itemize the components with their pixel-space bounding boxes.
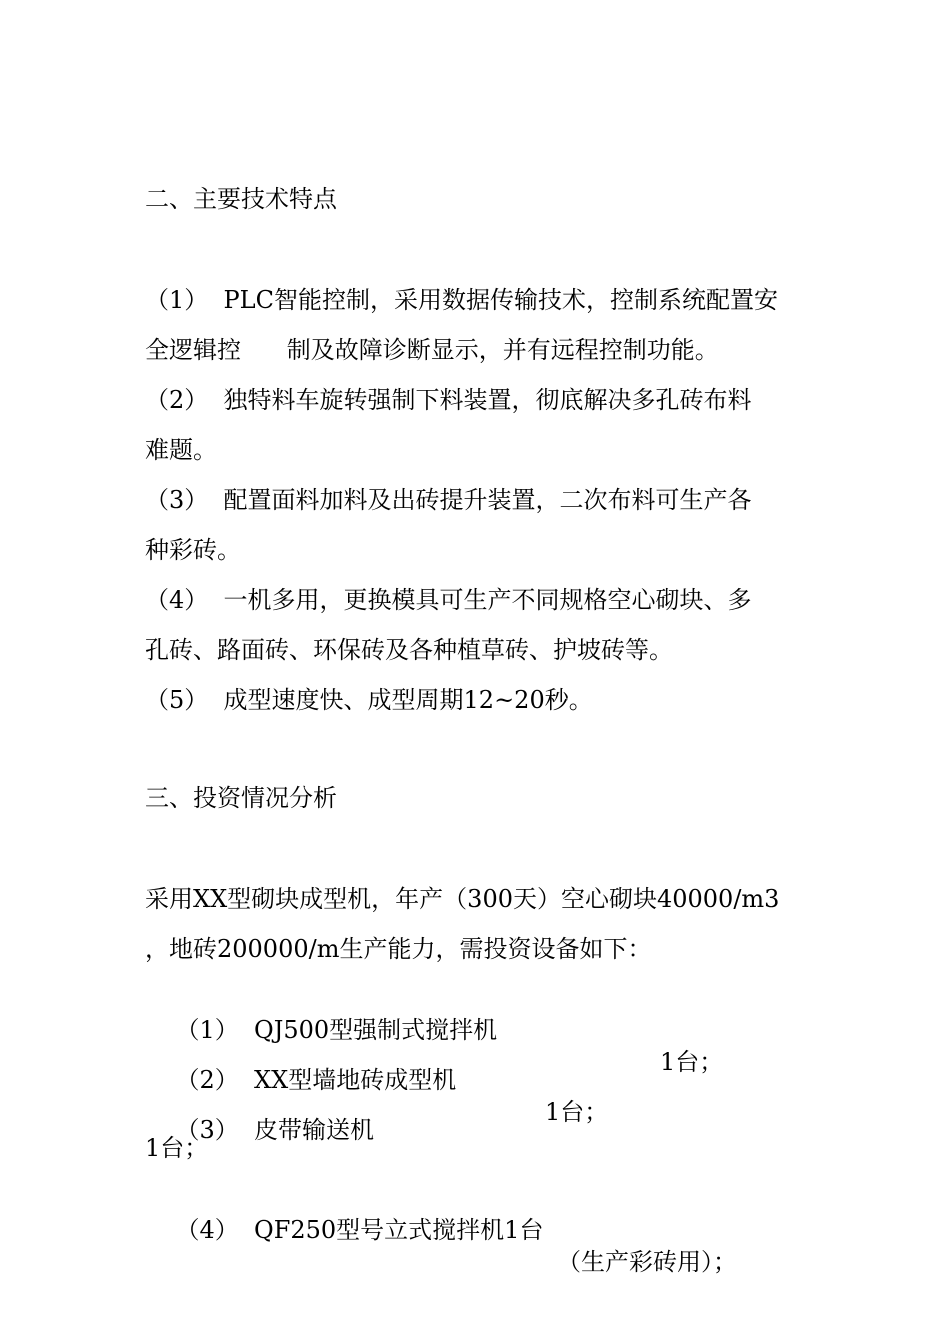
item-3-line-2: 种彩砖。: [145, 536, 241, 564]
equipment-4-name: （4） QF250型号立式搅拌机1台: [175, 1216, 544, 1244]
intro-line-2: ，地砖200000/m生产能力，需投资设备如下：: [145, 935, 652, 963]
equipment-4-qty: （生产彩砖用）；: [557, 1248, 737, 1276]
item-4-line-2: 孔砖、路面砖、环保砖及各种植草砖、护坡砖等。: [145, 636, 673, 664]
item-2-line-2: 难题。: [145, 436, 217, 464]
item-4-line-1: （4） 一机多用，更换模具可生产不同规格空心砌块、多: [145, 586, 752, 614]
equipment-row-3-qty: 1台；: [145, 1134, 209, 1162]
item-3-line-1: （3） 配置面料加料及出砖提升装置，二次布料可生产各: [145, 486, 752, 514]
section-3-heading: 三、投资情况分析: [145, 784, 337, 812]
section-2-heading: 二、主要技术特点: [145, 185, 337, 213]
equipment-1-qty: 1台；: [660, 1048, 724, 1076]
intro-line-1: 采用XX型砌块成型机，年产（300天）空心砌块40000/m3: [145, 885, 780, 913]
item-2-line-1: （2） 独特料车旋转强制下料装置，彻底解决多孔砖布料: [145, 386, 752, 414]
item-1-line-1: （1） PLC智能控制，采用数据传输技术，控制系统配置安: [145, 286, 778, 314]
item-1-line-2: 全逻辑控 制及故障诊断显示，并有远程控制功能。: [145, 336, 719, 364]
equipment-row-4: [145, 1182, 737, 1310]
item-5-line-1: （5） 成型速度快、成型周期12~20秒。: [145, 686, 593, 714]
equipment-2-name: （2） XX型墙地砖成型机: [175, 1066, 457, 1094]
equipment-3-name: （3） 皮带输送机: [175, 1116, 375, 1144]
equipment-1-name: （1） QJ500型强制式搅拌机: [175, 1016, 498, 1044]
equipment-2-qty: 1台；: [545, 1098, 609, 1126]
